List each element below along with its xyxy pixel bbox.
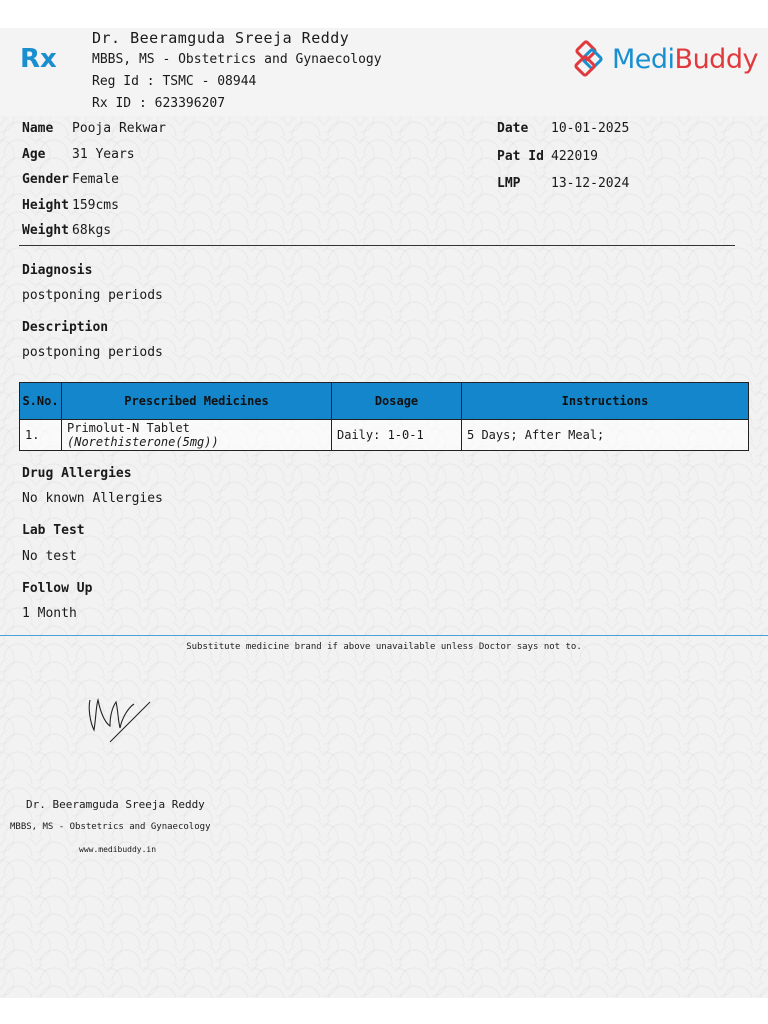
medicines-table [19,382,749,451]
patient-name: Pooja Rekwar [72,121,166,136]
patient-gender: Female [72,172,119,187]
patient-id: 422019 [551,149,598,164]
drug-allergies-value: No known Allergies [22,491,163,506]
website-link[interactable]: www.medibuddy.in [79,845,157,854]
medicine-generic: (Norethisterone(5mg)) [67,435,219,449]
drug-allergies-title: Drug Allergies [22,466,132,481]
patient-age: 31 Years [72,147,135,162]
description-title: Description [22,320,109,335]
lmp-label: LMP [497,176,521,191]
lmp-date: 13-12-2024 [551,176,630,191]
gender-label: Gender [22,172,69,187]
date-label: Date [497,121,529,136]
medicine-dosage: Daily: 1-0-1 [332,420,462,451]
height-label: Height [22,198,69,213]
follow-up-title: Follow Up [22,581,93,596]
header [0,28,768,116]
diagnosis-value: postponing periods [22,288,163,303]
header-sno: S.No. [20,383,62,420]
description-value: postponing periods [22,345,163,360]
follow-up-value: 1 Month [22,606,77,621]
medicine-name: Primolut-N Tablet [67,421,190,435]
logo-medi: Medi [612,43,675,75]
header-instructions: Instructions [462,383,749,420]
patient-weight: 68kgs [72,223,112,238]
rx-id: Rx ID : 623396207 [92,96,226,111]
prescription-date: 10-01-2025 [551,121,630,136]
medicine-sno: 1. [20,420,62,451]
table-header-row [20,383,749,420]
medicine-name-cell [62,420,332,451]
registration-id: Reg Id : TSMC - 08944 [92,74,257,89]
lab-test-title: Lab Test [22,523,85,538]
header-medicines: Prescribed Medicines [62,383,332,420]
divider [19,245,735,246]
header-dosage: Dosage [332,383,462,420]
table-row [20,420,749,451]
age-label: Age [22,147,46,162]
doctor-qualification: MBBS, MS - Obstetrics and Gynaecology [92,52,382,67]
weight-label: Weight [22,223,69,238]
footer-divider [0,635,768,636]
doctor-signature [82,688,154,744]
name-label: Name [22,121,54,136]
diagnosis-title: Diagnosis [22,263,93,278]
logo-buddy: Buddy [674,43,758,75]
signature-doctor-name: Dr. Beeramguda Sreeja Reddy [26,798,205,811]
medibuddy-logo [570,40,758,78]
patient-height: 159cms [72,198,119,213]
logo-text [612,44,758,75]
signature-qualification: MBBS, MS - Obstetrics and Gynaecology [10,822,211,832]
medicine-instructions: 5 Days; After Meal; [462,420,749,451]
pat-id-label: Pat Id [497,149,544,164]
prescription-page [0,28,768,998]
doctor-name: Dr. Beeramguda Sreeja Reddy [92,29,350,47]
rx-label: Rx [20,44,57,74]
lab-test-value: No test [22,549,77,564]
medibuddy-logo-icon [570,40,608,78]
substitute-note: Substitute medicine brand if above unavailable unless Doctor says not to. [186,642,582,652]
